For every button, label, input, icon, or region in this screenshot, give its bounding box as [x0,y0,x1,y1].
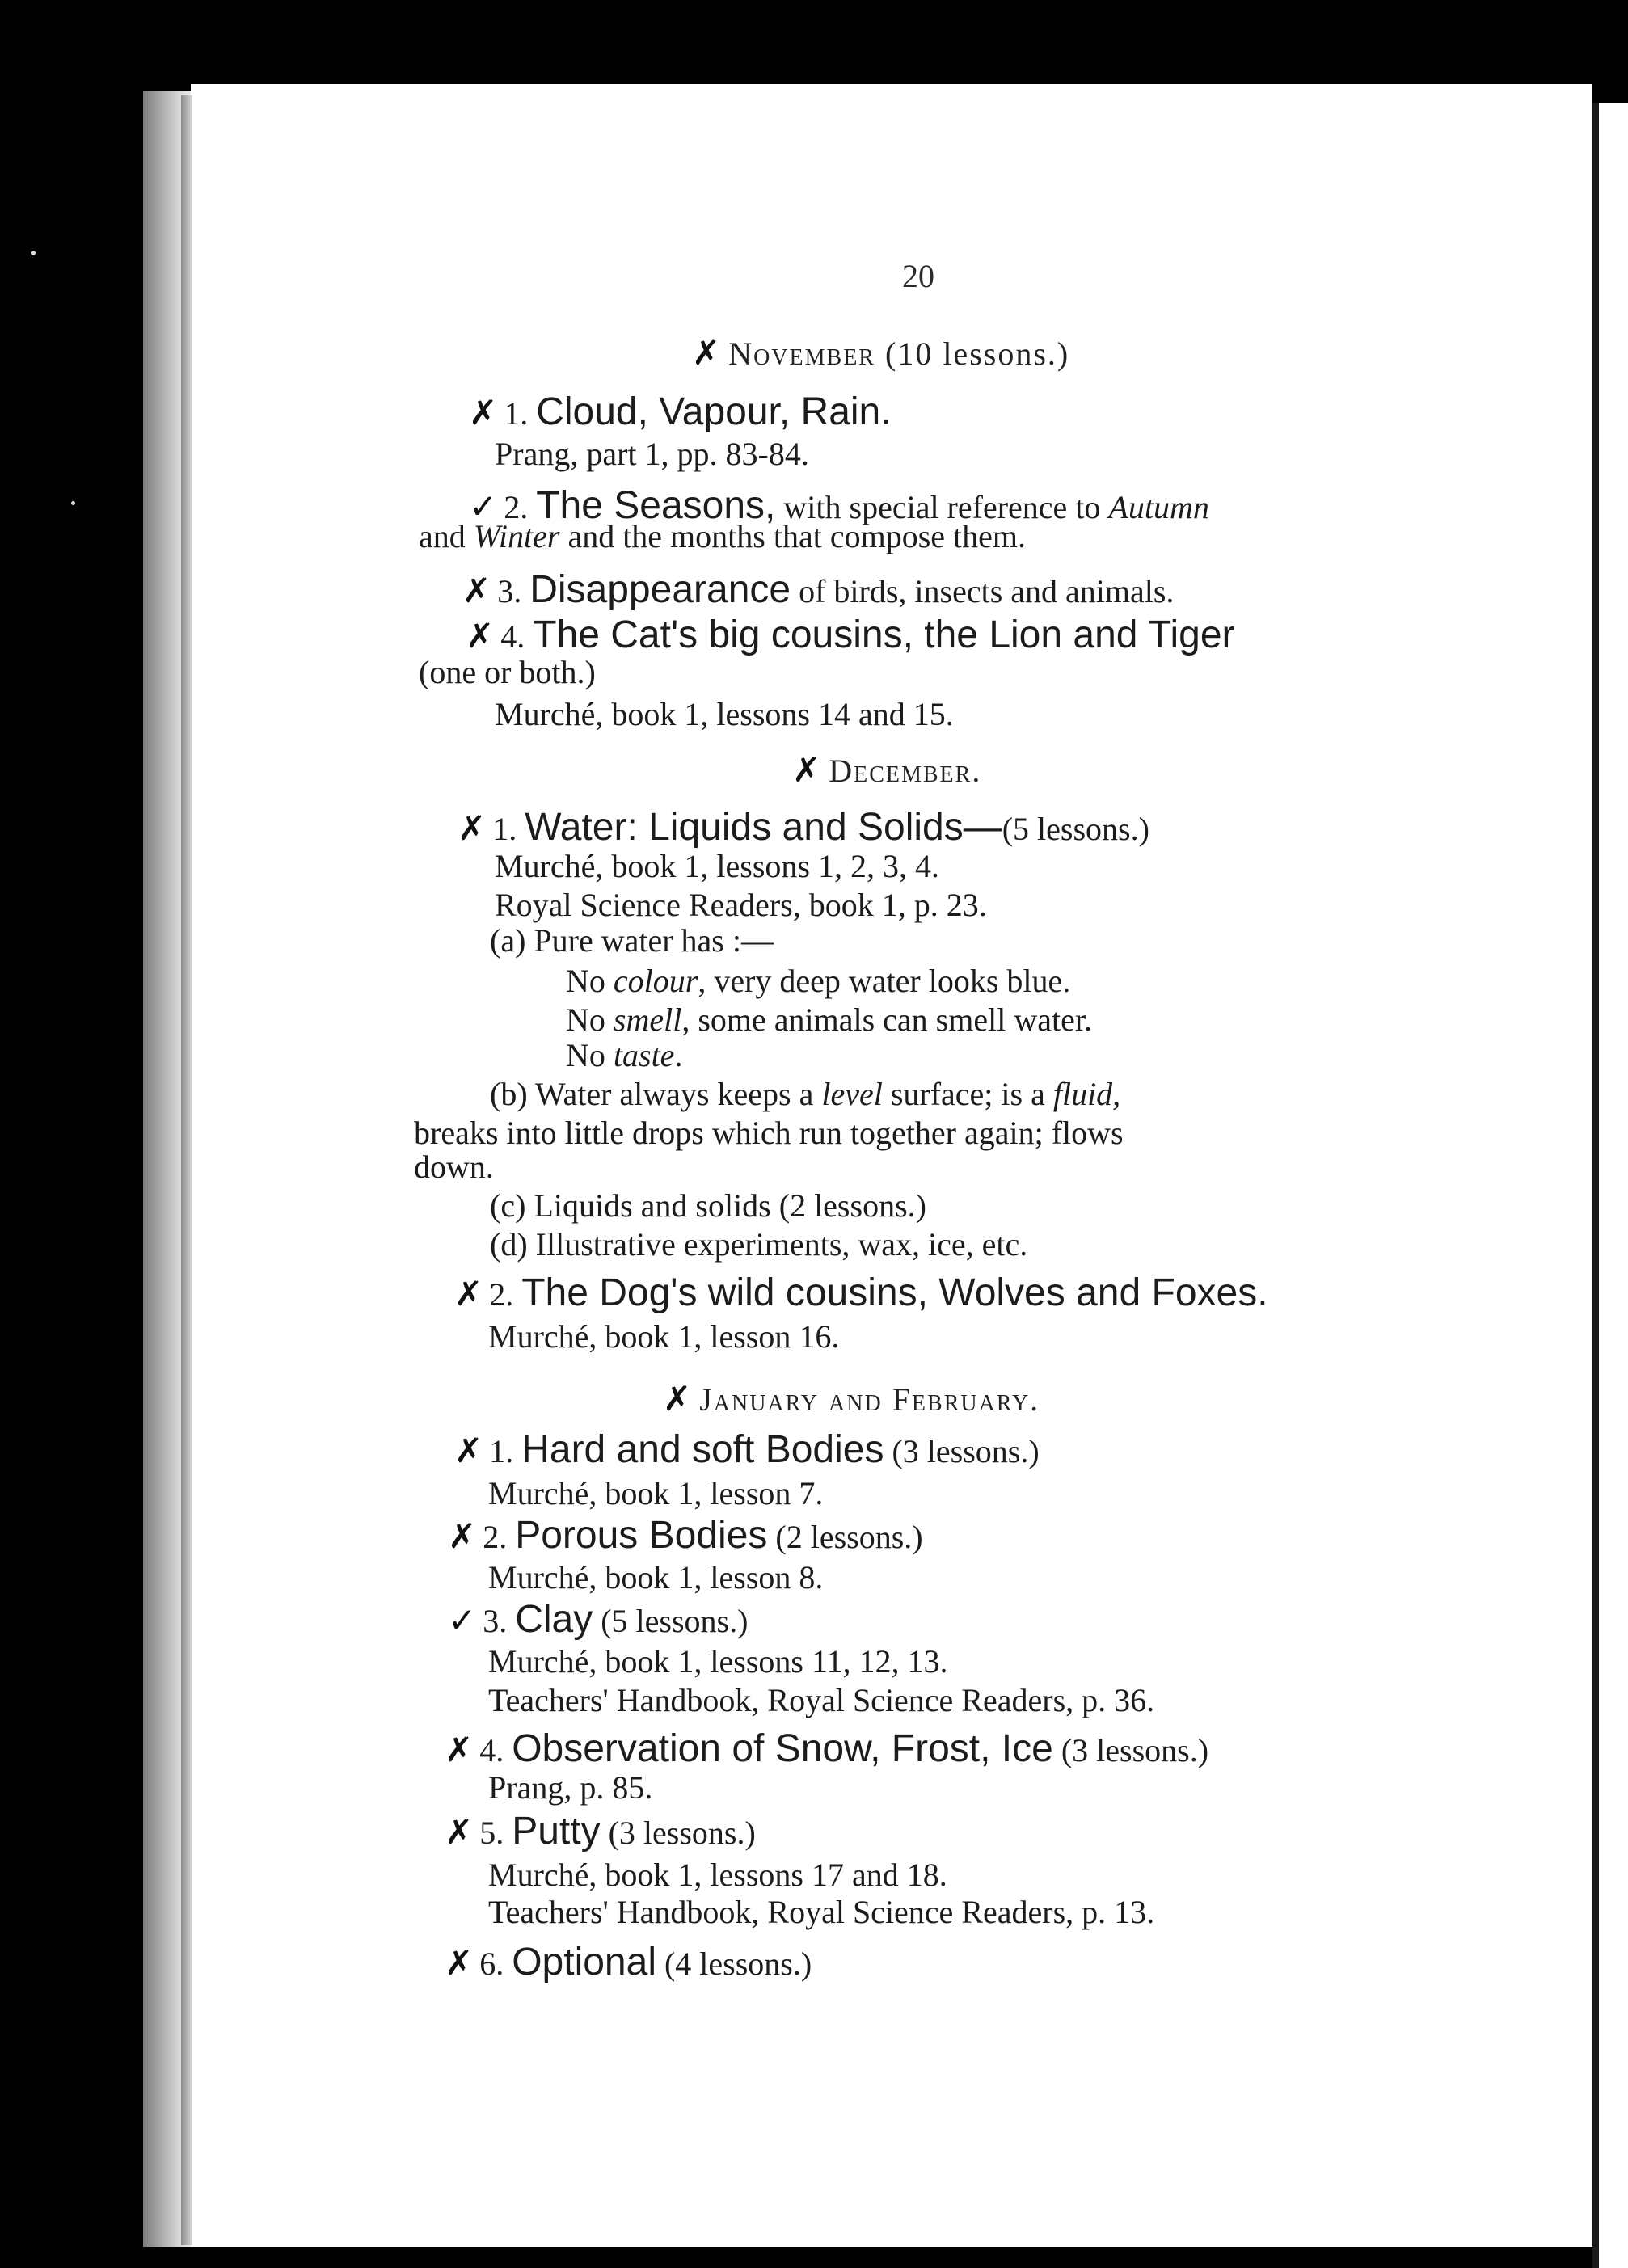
cross-mark: ✗ [448,1516,477,1556]
sub-label: (c) [490,1187,526,1224]
reference-line: Teachers' Handbook, Royal Science Readers, p. 13. [488,1894,1155,1930]
section-heading-december [792,750,981,790]
list-item [462,567,1174,612]
reference-line: Murché, book 1, lessons 17 and 18. [488,1857,947,1893]
item-emphasis: fluid, [1052,1076,1121,1112]
reference-line: Prang, part 1, pp. 83-84. [495,436,809,472]
page-number: 20 [902,258,934,294]
reference-line: Royal Science Readers, book 1, p. 23. [495,887,987,923]
list-item [458,805,1149,849]
item-number: 1. [489,1433,514,1469]
cross-mark: ✗ [466,616,495,656]
sub-text: Pure water has :— [534,922,774,959]
property-line [566,1036,682,1074]
sub-item-a [490,921,774,959]
item-emphasis: Winter [473,518,560,554]
item-title: Porous Bodies [515,1514,768,1557]
continuation-line [419,517,1026,555]
item-number: 2. [489,1276,514,1313]
item-title: Observation of Snow, Frost, Ice [512,1727,1053,1770]
reference-line: Murché, book 1, lessons 14 and 15. [495,696,954,732]
reference-line: Murché, book 1, lesson 16. [488,1318,840,1355]
section-heading-november [692,333,1069,373]
item-title: The Dog's wild cousins, Wolves and Foxes. [521,1271,1268,1314]
list-item [448,1597,748,1642]
line-text: No [566,963,614,999]
sub-item-d [490,1225,1027,1263]
sub-label: (a) [490,922,526,959]
item-title: Putty [512,1810,601,1853]
cross-mark: ✗ [445,1730,474,1769]
property-line [566,1001,1092,1039]
continuation-line: breaks into little drops which run together again; flows [414,1115,1124,1151]
line-text: No [566,1037,614,1073]
cross-mark: ✗ [454,1431,483,1470]
cross-mark: ✗ [469,393,498,432]
list-item [445,1940,812,1984]
sub-item-b [490,1075,1120,1113]
item-emphasis: colour [613,963,698,999]
item-text: of birds, insects and animals. [791,573,1175,609]
reference-line: Prang, p. 85. [488,1769,653,1806]
sub-text: Illustrative experiments, wax, ice, etc. [535,1226,1028,1263]
item-number: 2. [504,489,529,525]
continuation-line: down. [414,1149,494,1185]
scan-speck [71,501,75,505]
cross-mark: ✗ [692,333,723,373]
item-number: 3. [497,573,522,609]
item-number: 2. [483,1519,508,1555]
item-note: (3 lessons.) [884,1433,1040,1469]
item-note: (4 lessons.) [656,1946,812,1982]
item-emphasis: smell [613,1001,682,1038]
line-text: surface; is a [882,1076,1053,1112]
item-number: 6. [479,1946,504,1982]
item-note: (3 lessons.) [600,1815,756,1851]
continuation-line: (one or both.) [419,654,596,690]
list-item [445,1809,756,1853]
line-text: , very deep water looks blue. [698,963,1071,999]
item-note: (5 lessons.) [593,1603,749,1639]
item-title: Clay [515,1598,593,1641]
reference-line: Teachers' Handbook, Royal Science Readers, p. 36. [488,1682,1155,1718]
cross-mark: ✗ [462,571,491,610]
list-item [466,613,1235,657]
line-text: and [419,518,474,554]
line-text: , some animals can smell water. [681,1001,1092,1038]
cross-mark: ✗ [445,1812,474,1852]
list-item [454,1271,1268,1315]
reference-line: Murché, book 1, lessons 11, 12, 13. [488,1643,948,1680]
property-line [566,962,1070,1000]
cross-mark: ✗ [792,750,823,790]
cross-mark: ✗ [445,1943,474,1983]
item-emphasis: Autumn [1108,489,1209,525]
item-title: Cloud, Vapour, Rain. [536,390,892,433]
heading-note: (10 lessons.) [885,335,1070,372]
item-title: Optional [512,1941,656,1983]
item-text: with special reference to [775,489,1109,525]
item-number: 4. [479,1732,504,1768]
item-note: (2 lessons.) [767,1519,923,1555]
section-heading-jan-feb [663,1379,1040,1419]
facing-page-edge [1592,103,1628,2268]
sub-label: (d) [490,1226,528,1263]
heading-text: December. [829,752,982,789]
item-emphasis: taste [613,1037,675,1073]
item-title: The Cat's big cousins, the Lion and Tiger [533,613,1235,656]
check-mark: ✓ [448,1600,477,1640]
item-emphasis: level [821,1076,883,1112]
spine-shadow [181,95,192,2245]
reference-line: Murché, book 1, lesson 7. [488,1475,824,1511]
item-note: (3 lessons.) [1052,1732,1209,1768]
list-item [454,1427,1040,1472]
list-item [445,1726,1208,1771]
item-number: 1. [504,395,529,432]
sub-item-c [490,1187,926,1225]
item-number: 3. [483,1603,508,1639]
cross-mark: ✗ [454,1274,483,1313]
item-number: 5. [479,1815,504,1851]
item-title: Disappearance [529,568,791,611]
item-number: 1. [492,811,517,847]
cross-mark: ✗ [663,1379,694,1419]
item-number: 4. [500,618,525,655]
line-text: No [566,1001,614,1038]
sub-label: (b) [490,1076,528,1112]
item-note: (5 lessons.) [1002,811,1149,847]
heading-text: November [728,335,875,372]
item-title: Water: Liquids and Solids— [525,806,1002,849]
sub-text: Liquids and solids (2 lessons.) [534,1187,926,1224]
check-mark: ✓ [469,487,498,526]
heading-text: January and February. [699,1381,1040,1418]
reference-line: Murché, book 1, lesson 8. [488,1559,824,1596]
scan-speck [31,251,36,255]
list-item [469,390,892,434]
reference-line: Murché, book 1, lessons 1, 2, 3, 4. [495,848,939,884]
item-title: The Seasons, [536,484,776,527]
line-text: Water always keeps a [534,1076,822,1112]
line-text: and the months that compose them. [559,518,1026,554]
line-text: . [674,1037,683,1073]
list-item [448,1513,923,1558]
cross-mark: ✗ [458,808,487,848]
item-title: Hard and soft Bodies [521,1428,884,1471]
